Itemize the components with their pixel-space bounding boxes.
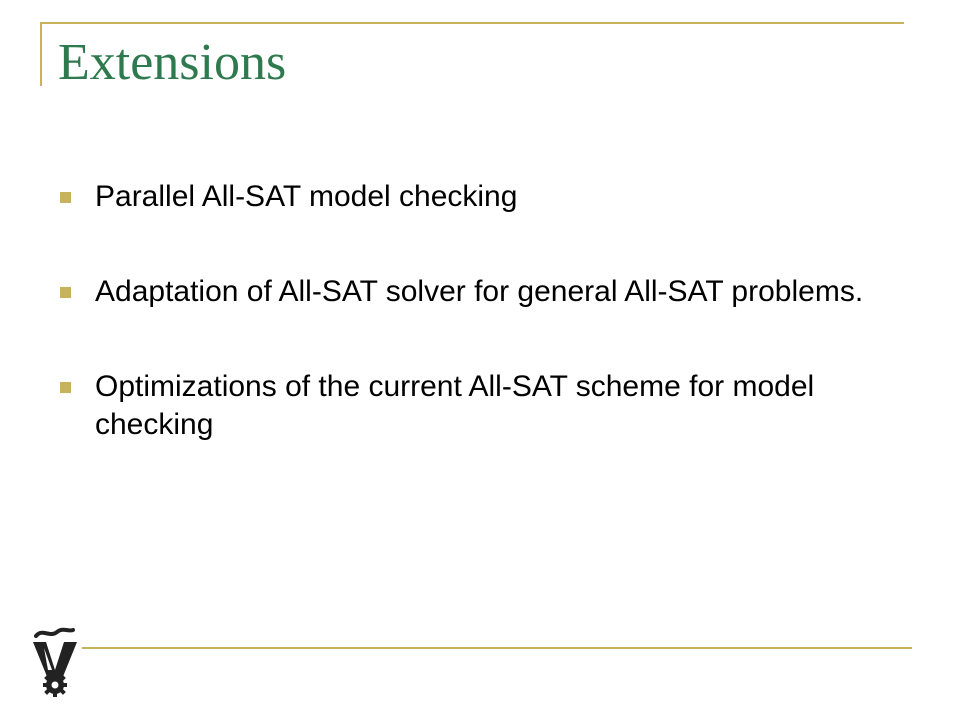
frame-top-rule <box>40 22 904 24</box>
square-bullet-icon <box>60 382 71 393</box>
bullet-text: Adaptation of All-SAT solver for general All-SAT problems. <box>95 275 864 308</box>
bullet-item <box>60 178 880 216</box>
bullet-list <box>60 178 880 501</box>
bullet-text: Parallel All-SAT model checking <box>95 180 518 213</box>
technion-logo-icon <box>30 626 80 698</box>
bullet-item <box>60 273 880 311</box>
bullet-text: Optimizations of the current All-SAT scheme for model checking <box>95 370 815 441</box>
square-bullet-icon <box>60 192 71 203</box>
slide-title: Extensions <box>58 34 287 91</box>
frame-bottom-rule <box>82 647 912 649</box>
bullet-item <box>60 368 880 444</box>
square-bullet-icon <box>60 287 71 298</box>
frame-left-rule <box>40 22 42 86</box>
